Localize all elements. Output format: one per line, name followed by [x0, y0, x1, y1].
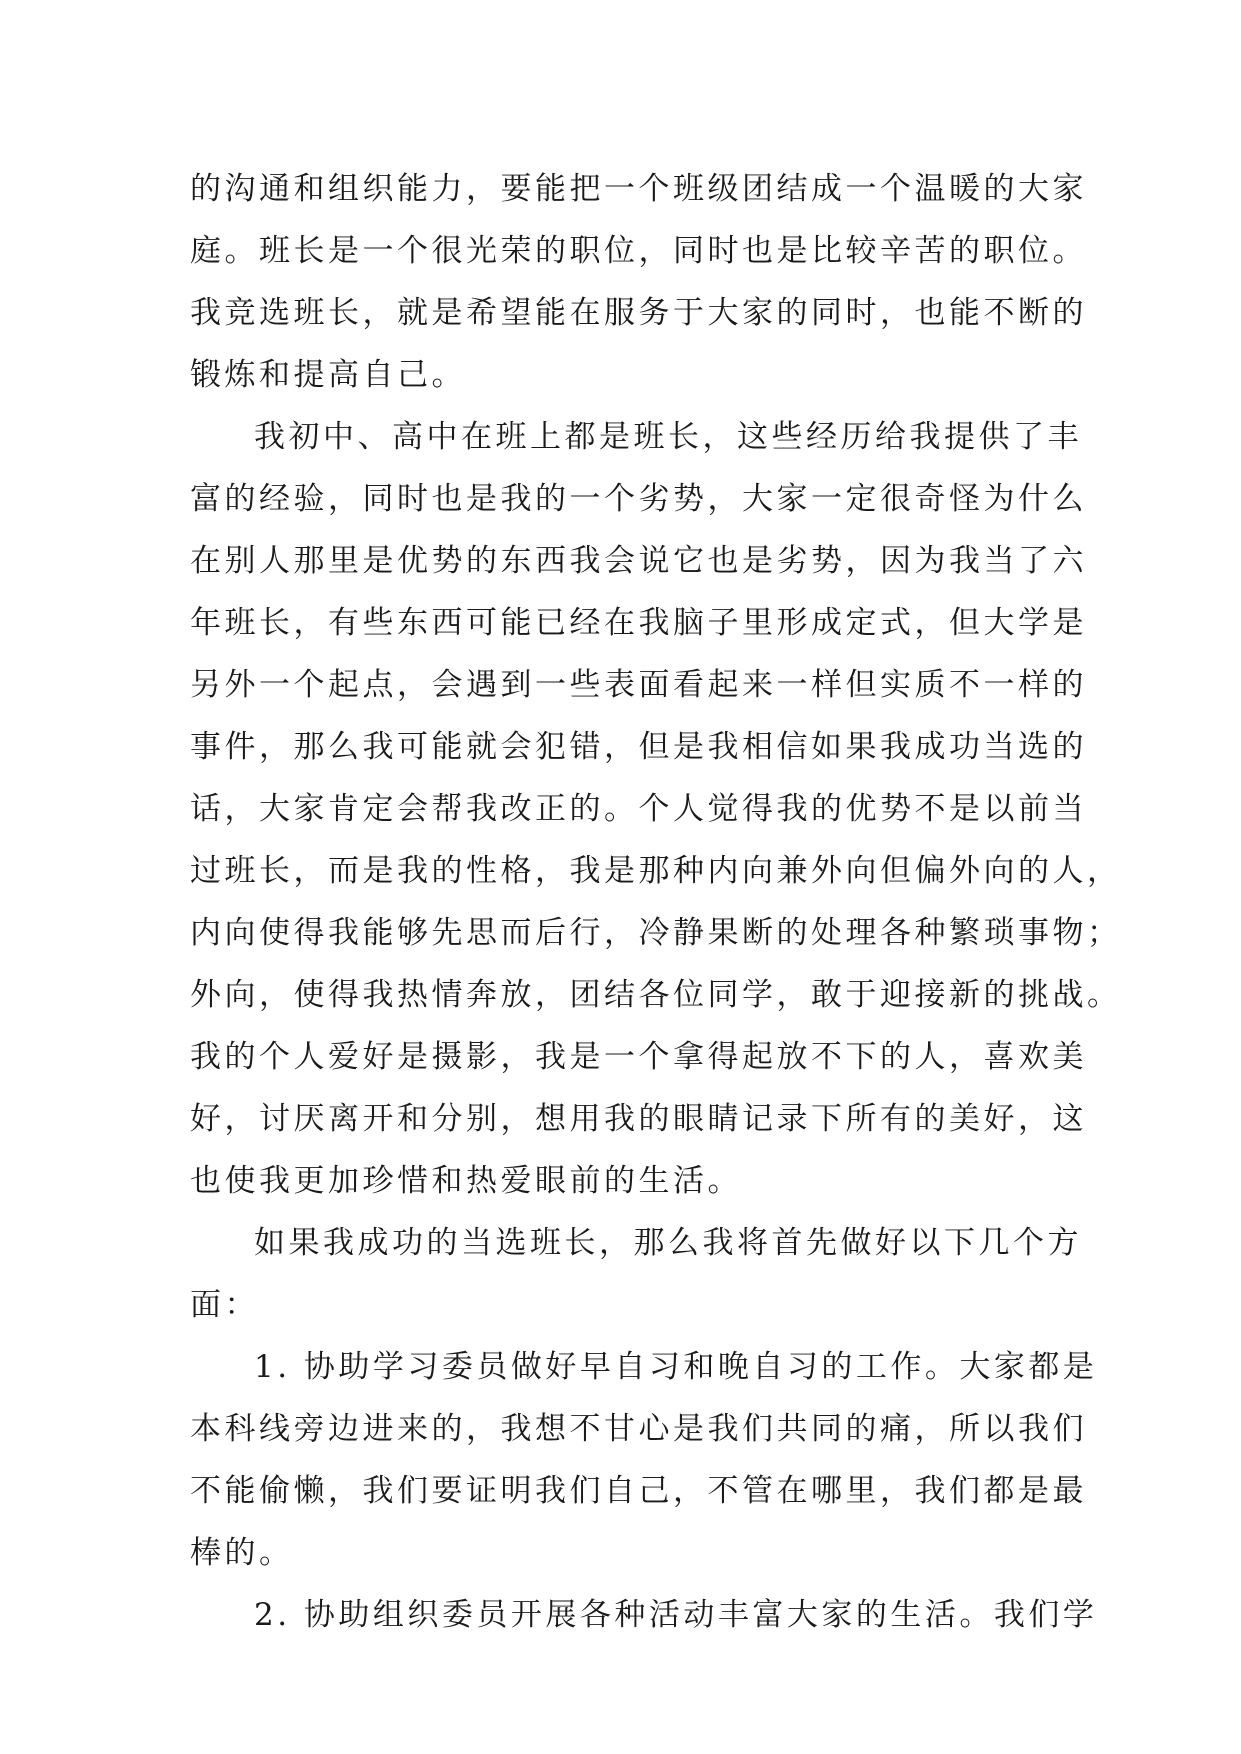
text-line: 年班长，有些东西可能已经在我脑子里形成定式，但大学是 [190, 605, 1087, 641]
text-line: 富的经验，同时也是我的一个劣势，大家一定很奇怪为什么 [190, 481, 1087, 517]
text-line: 本科线旁边进来的，我想不甘心是我们共同的痛，所以我们 [190, 1411, 1087, 1447]
text-line: 我竞选班长，就是希望能在服务于大家的同时，也能不断的 [190, 295, 1087, 331]
body-text [190, 158, 1122, 1646]
text-line: 1. 协助学习委员做好早自习和晚自习的工作。大家都是 [254, 1349, 1098, 1385]
text-line: 也使我更加珍惜和热爱眼前的生活。 [190, 1163, 742, 1199]
text-line: 不能偷懒，我们要证明我们自己，不管在哪里，我们都是最 [190, 1473, 1087, 1509]
text-line: 棒的。 [190, 1535, 294, 1571]
text-line: 我初中、高中在班上都是班长，这些经历给我提供了丰 [254, 419, 1082, 455]
text-line: 我的个人爱好是摄影，我是一个拿得起放不下的人，喜欢美 [190, 1039, 1087, 1075]
text-line: 的沟通和组织能力，要能把一个班级团结成一个温暖的大家 [190, 171, 1087, 207]
text-line: 另外一个起点，会遇到一些表面看起来一样但实质不一样的 [190, 667, 1087, 703]
text-line: 面： [190, 1287, 259, 1323]
text-line: 过班长，而是我的性格，我是那种内向兼外向但偏外向的人， [190, 853, 1122, 889]
text-line: 内向使得我能够先思而后行，冷静果断的处理各种繁琐事物； [190, 915, 1122, 951]
text-line: 2. 协助组织委员开展各种活动丰富大家的生活。我们学 [254, 1597, 1098, 1633]
text-line: 好，讨厌离开和分别，想用我的眼睛记录下所有的美好，这 [190, 1101, 1087, 1137]
text-line: 在别人那里是优势的东西我会说它也是劣势，因为我当了六 [190, 543, 1087, 579]
text-line: 锻炼和提高自己。 [190, 357, 466, 393]
text-line: 庭。班长是一个很光荣的职位，同时也是比较辛苦的职位。 [190, 233, 1087, 269]
text-line: 如果我成功的当选班长，那么我将首先做好以下几个方 [254, 1225, 1082, 1261]
text-line: 话，大家肯定会帮我改正的。个人觉得我的优势不是以前当 [190, 791, 1087, 827]
text-line: 事件，那么我可能就会犯错，但是我相信如果我成功当选的 [190, 729, 1087, 765]
text-line: 外向，使得我热情奔放，团结各位同学，敢于迎接新的挑战。 [190, 977, 1122, 1013]
